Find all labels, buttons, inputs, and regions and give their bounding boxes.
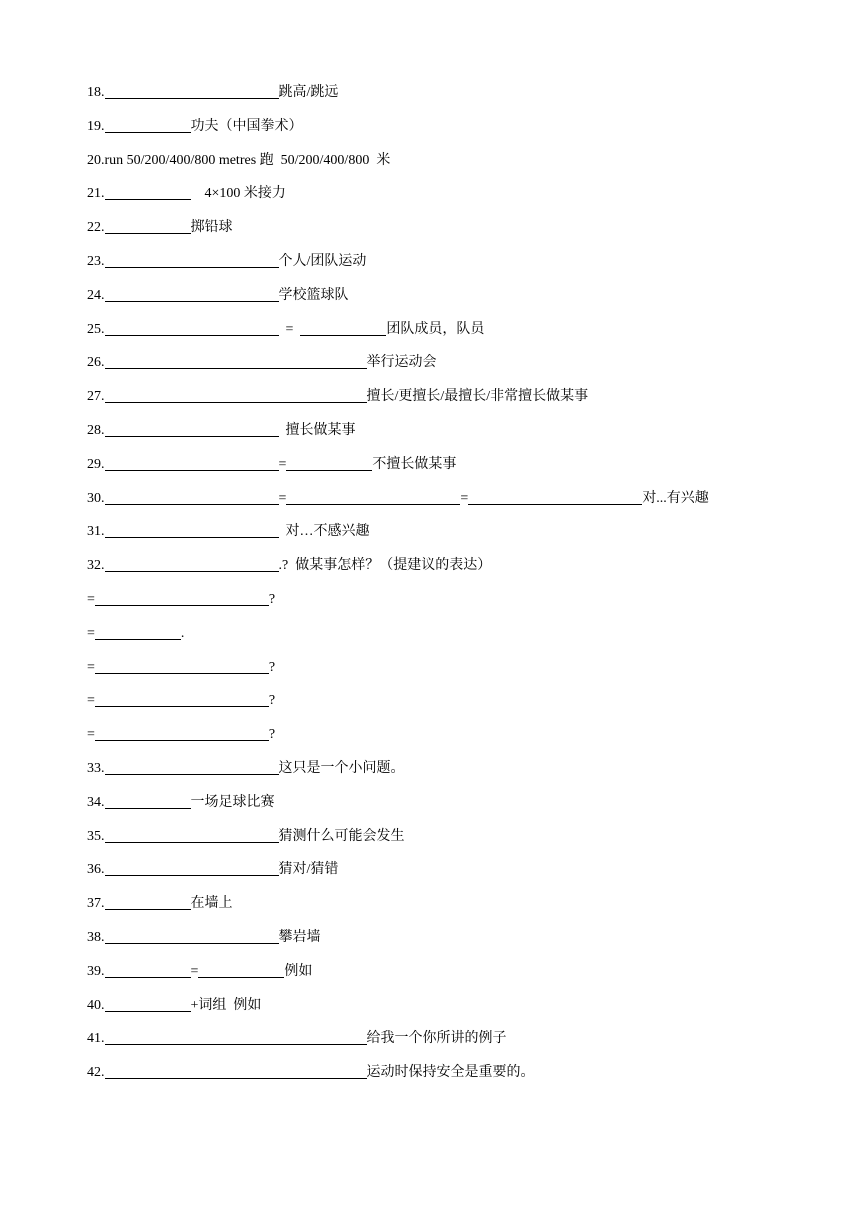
worksheet-item-39 [87,963,312,981]
answer-blank[interactable] [105,760,279,775]
worksheet-item-41 [87,1030,507,1048]
worksheet-item-29 [87,456,456,474]
answer-blank[interactable] [468,490,642,505]
item-text: 35. [87,828,105,844]
item-text: 功夫（中国拳术） [190,118,303,134]
item-text: 个人/团队运动 [278,254,367,269]
worksheet-item-25 [87,321,484,339]
answer-blank[interactable] [198,963,284,978]
worksheet-item-22 [87,219,233,237]
item-text: ? [268,727,276,743]
answer-blank[interactable] [105,828,279,843]
item-text: 26. [87,355,105,371]
worksheet-item-31 [87,523,370,541]
item-text: 21. [87,186,105,202]
item-text: 运动时保持安全是重要的。 [366,1065,535,1081]
worksheet-item-32 [87,557,491,575]
item-text: 例如 [284,963,313,979]
answer-blank[interactable] [105,557,279,572]
answer-blank[interactable] [105,794,191,809]
item-text: 33. [87,761,105,776]
item-text: 给我一个你所讲的例子 [366,1031,507,1047]
item-text: 20.run 50/200/400/800 metres 跑 50/200/400/800 米 [87,152,391,168]
item-text: 42. [87,1065,105,1081]
item-text: 37. [87,896,105,912]
item-text: 团队成员，队员 [386,321,485,337]
answer-blank[interactable] [300,321,386,336]
item-text: ? [268,592,276,607]
answer-blank[interactable] [105,861,279,876]
item-text: = [87,592,95,607]
worksheet-item-28 [87,422,356,440]
worksheet-item-20 [87,152,390,170]
worksheet-item-18 [87,84,338,102]
worksheet-item-19 [87,118,303,136]
item-text: 在墙上 [190,896,233,912]
item-text: 猜测什么可能会发生 [278,828,405,844]
answer-blank[interactable] [105,287,279,302]
item-text: = [278,456,287,472]
answer-blank[interactable] [105,523,279,538]
item-text: = [87,625,95,641]
answer-blank[interactable] [105,219,191,234]
answer-blank[interactable] [105,1030,367,1045]
answer-blank[interactable] [95,591,269,606]
item-text: 29. [87,456,105,472]
answer-blank[interactable] [105,84,279,99]
item-text: 学校篮球队 [278,287,349,303]
item-text: 对…不感兴趣 [278,524,370,540]
item-text: 4×100 米接力 [190,186,286,202]
worksheet-item-36 [87,861,338,879]
item-text: 擅长/更擅长/最擅长/非常擅长做某事 [366,389,589,405]
item-text: = [87,659,95,675]
answer-blank[interactable] [105,997,191,1012]
answer-blank[interactable] [105,456,279,471]
worksheet-item-32d [87,692,275,710]
answer-blank[interactable] [105,253,279,268]
answer-blank[interactable] [286,456,372,471]
item-text: = [87,727,95,743]
item-text: = [278,321,301,337]
answer-blank[interactable] [105,963,191,978]
item-text: 24. [87,287,105,303]
answer-blank[interactable] [105,490,279,505]
item-text: = [190,963,199,979]
item-text: 这只是一个小问题。 [278,761,405,776]
answer-blank[interactable] [95,659,269,674]
worksheet-item-38 [87,929,321,947]
item-text: 对...有兴趣 [642,490,709,506]
answer-blank[interactable] [105,929,279,944]
item-text: 18. [87,85,105,100]
worksheet-item-27 [87,388,588,406]
item-text: 一场足球比赛 [190,794,275,810]
answer-blank[interactable] [105,388,367,403]
worksheet-item-30 [87,490,709,508]
item-text: +词组 例如 [190,997,262,1013]
worksheet-item-21 [87,185,286,203]
worksheet-item-26 [87,354,437,372]
answer-blank[interactable] [105,895,191,910]
item-text: 25. [87,321,105,337]
worksheet-item-32c [87,659,275,677]
item-text: = [87,693,95,709]
item-text: 跳高/跳远 [278,85,339,100]
item-text: 32. [87,558,105,574]
worksheet-item-23 [87,253,366,271]
item-text: 30. [87,490,105,506]
answer-blank[interactable] [95,625,181,640]
item-text: 41. [87,1031,105,1047]
item-text: 23. [87,254,105,269]
item-text: . [180,625,185,641]
item-text: 31. [87,524,105,540]
item-text: 猜对/猜错 [278,862,339,878]
answer-blank[interactable] [95,726,269,741]
item-text: 34. [87,794,105,810]
item-text: 36. [87,862,105,878]
item-text: .? 做某事怎样？（提建议的表达） [278,558,492,574]
worksheet-item-40 [87,997,261,1015]
worksheet-item-32b [87,625,184,643]
worksheet-item-37 [87,895,233,913]
worksheet-item-32a [87,591,275,609]
item-text: 40. [87,997,105,1013]
worksheet-item-33 [87,760,405,778]
item-text: 擅长做某事 [278,423,356,438]
answer-blank[interactable] [105,422,279,437]
item-text: 27. [87,389,105,405]
item-text: ? [268,659,276,675]
answer-blank[interactable] [286,490,460,505]
item-text: = [278,490,287,506]
worksheet-item-35 [87,828,405,846]
item-text: 举行运动会 [366,355,437,371]
answer-blank[interactable] [95,692,269,707]
item-text: 39. [87,963,105,979]
worksheet-item-24 [87,287,349,305]
item-text: 掷铅球 [190,220,233,236]
item-text: 19. [87,118,105,134]
answer-blank[interactable] [105,185,191,200]
answer-blank[interactable] [105,1064,367,1079]
item-text: 攀岩墙 [278,930,321,945]
answer-blank[interactable] [105,354,367,369]
worksheet-item-42 [87,1064,535,1082]
worksheet-item-32e [87,726,275,744]
item-text: = [460,490,469,506]
item-text: 28. [87,423,105,438]
item-text: 38. [87,930,105,945]
item-text: 不擅长做某事 [372,456,457,472]
item-text: ? [268,693,276,709]
item-text: 22. [87,220,105,236]
worksheet-item-34 [87,794,275,812]
answer-blank[interactable] [105,321,279,336]
answer-blank[interactable] [105,118,191,133]
